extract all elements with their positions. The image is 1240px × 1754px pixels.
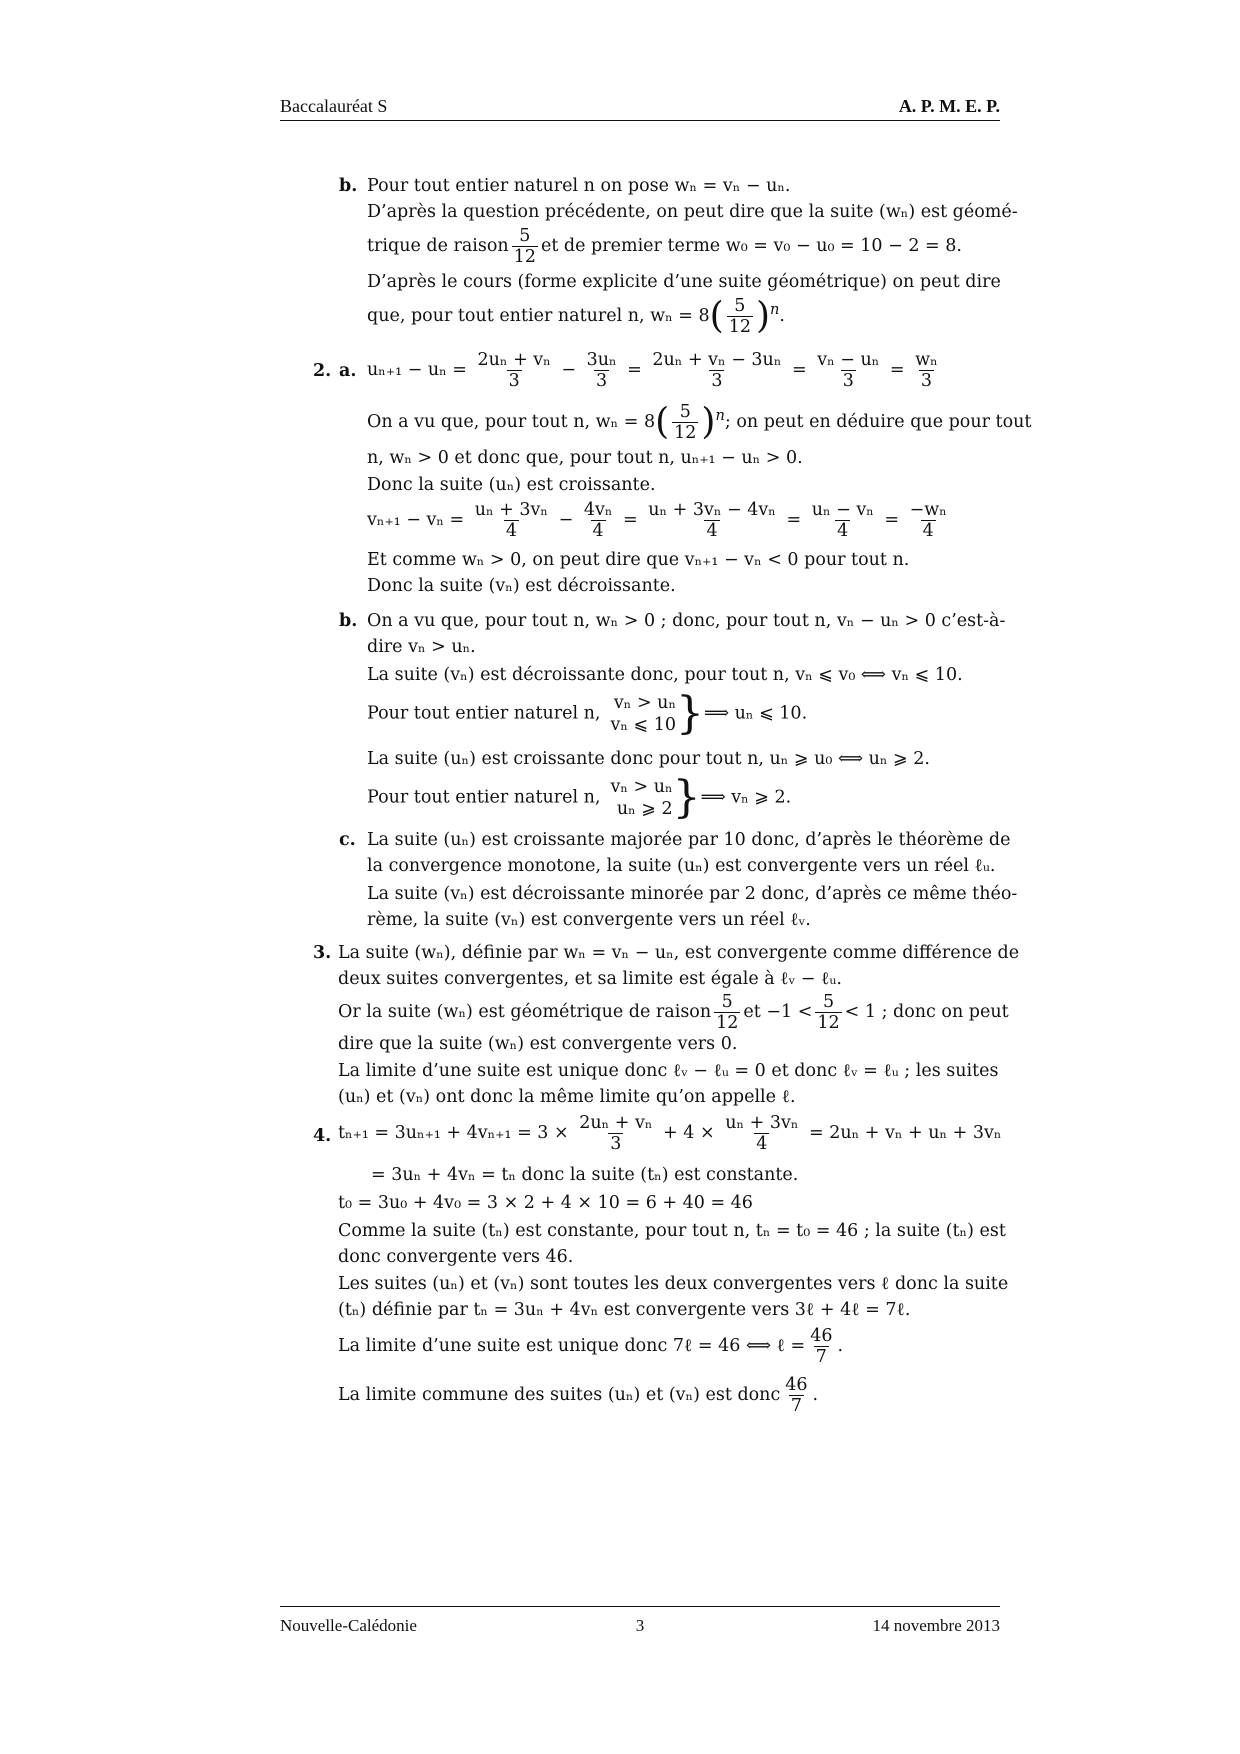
header-rule <box>280 120 1000 121</box>
q4-equation: tₙ₊₁ = 3uₙ₊₁ + 4vₙ₊₁ = 3 × $\frac{\text{2uₙ + vₙ}}{3}$ + 4 × $\frac{\text{uₙ + 3vₙ}}{4}$ = 2uₙ + vₙ + uₙ + 3vₙ <box>338 1113 1002 1154</box>
footer-date: 14 novembre 2013 <box>872 1616 1000 1635</box>
q4-line8: La limite d’une suite est unique donc 7ℓ = 46 ⟺ ℓ = $\frac{46}{7}$ . <box>338 1326 844 1367</box>
q1b-line1: Pour tout entier naturel n on pose wₙ = vₙ − uₙ. <box>367 176 791 196</box>
q1b-line3: trique de raison $\frac{5}{12}$ et de premier terme w₀ = v₀ − u₀ = 10 − 2 = 8. <box>367 226 962 267</box>
q2c-line3: La suite (vₙ) est décroissante minorée par 2 donc, d’après ce même théo- <box>367 884 1018 904</box>
q3-line6: (uₙ) et (vₙ) ont donc la même limite qu’on appelle ℓ. <box>338 1087 796 1107</box>
q2b-line2: dire vₙ > uₙ. <box>367 637 476 657</box>
q2c-line2: la convergence monotone, la suite (uₙ) est convergente vers un réel ℓᵤ. <box>367 856 996 876</box>
footer-rule <box>280 1606 1000 1607</box>
q2a-line6: Et comme wₙ > 0, on peut dire que vₙ₊₁ − vₙ < 0 pour tout n. <box>367 550 910 570</box>
q2a-line7: Donc la suite (vₙ) est décroissante. <box>367 576 676 596</box>
q3-line1: La suite (wₙ), définie par wₙ = vₙ − uₙ, est convergente comme différence de <box>338 943 1020 963</box>
q1b-line2: D’après la question précédente, on peut dire que la suite (wₙ) est géomé- <box>367 202 1018 222</box>
q2b-system2: Pour tout entier naturel n, vₙ > uₙ uₙ ⩾ 2 }⟹ vₙ ⩾ 2. <box>367 772 792 823</box>
q4-line4: Comme la suite (tₙ) est constante, pour tout n, tₙ = t₀ = 46 ; la suite (tₙ) est <box>338 1221 1006 1241</box>
q4-line3: t₀ = 3u₀ + 4v₀ = 3 × 2 + 4 × 10 = 6 + 40 = 46 <box>338 1193 753 1213</box>
q3-line2: deux suites convergentes, et sa limite est égale à ℓᵥ − ℓᵤ. <box>338 969 842 989</box>
q2b-system1: Pour tout entier naturel n, vₙ > uₙ vₙ ⩽ 10 }⟹ uₙ ⩽ 10. <box>367 688 808 739</box>
label-2: 2. <box>313 361 332 381</box>
label-4: 4. <box>313 1126 332 1146</box>
label-2a: a. <box>339 361 357 381</box>
q2b-line1: On a vu que, pour tout n, wₙ > 0 ; donc, pour tout n, vₙ − uₙ > 0 c’est-à- <box>367 611 1006 631</box>
q4-line2: = 3uₙ + 4vₙ = tₙ donc la suite (tₙ) est constante. <box>371 1165 799 1185</box>
footer-left: Nouvelle-Calédonie <box>280 1616 417 1635</box>
q4-line9: La limite commune des suites (uₙ) et (vₙ) est donc $\frac{46}{7}$ . <box>338 1375 819 1416</box>
page-number: 3 <box>635 1616 645 1635</box>
q3-line5: La limite d’une suite est unique donc ℓᵥ − ℓᵤ = 0 et donc ℓᵥ = ℓᵤ ; les suites <box>338 1061 999 1081</box>
label-2c: c. <box>339 830 356 850</box>
q4-line6: Les suites (uₙ) et (vₙ) sont toutes les deux convergentes vers ℓ donc la suite <box>338 1274 1009 1294</box>
q2a-line4: Donc la suite (uₙ) est croissante. <box>367 475 656 495</box>
q1b-line4: D’après le cours (forme explicite d’une suite géométrique) on peut dire <box>367 272 1001 292</box>
q2a-line3: n, wₙ > 0 et donc que, pour tout n, uₙ₊₁ − uₙ > 0. <box>367 448 803 468</box>
label-1b: b. <box>339 176 358 196</box>
q2b-line3: La suite (vₙ) est décroissante donc, pour tout n, vₙ ⩽ v₀ ⟺ vₙ ⩽ 10. <box>367 665 963 685</box>
q2c-line4: rème, la suite (vₙ) est convergente vers un réel ℓᵥ. <box>367 910 811 930</box>
q4-line5: donc convergente vers 46. <box>338 1247 574 1267</box>
label-3: 3. <box>313 943 332 963</box>
q1b-line5: que, pour tout entier naturel n, wₙ = 8( $\frac{5}{12}$ )$^n$. <box>367 295 785 337</box>
q2a-equation-v: vₙ₊₁ − vₙ = $\frac{\text{uₙ + 3vₙ}}{4}$ − $\frac{\text{4vₙ}}{4}$ = $\frac{\text{uₙ + 3vₙ − 4vₙ}}{4}$ = $\frac{\text{uₙ − vₙ}}{4}$ = $\frac{\text{−wₙ}}{4}$ <box>367 500 947 541</box>
q2a-equation-u: uₙ₊₁ − uₙ = $\frac{\text{2uₙ + vₙ}}{3}$ − $\frac{\text{3uₙ}}{3}$ = $\frac{\text{2uₙ + vₙ − 3uₙ}}{3}$ = $\frac{\text{vₙ − uₙ}}{3}$ = $\frac{\text{wₙ}}{3}$ <box>367 350 938 391</box>
q3-line3: Or la suite (wₙ) est géométrique de raison $\frac{5}{12}$ et −1 < $\frac{5}{12}$ < 1 ; donc on peut <box>338 992 1009 1033</box>
q2b-line5: La suite (uₙ) est croissante donc pour tout n, uₙ ⩾ u₀ ⟺ uₙ ⩾ 2. <box>367 749 930 769</box>
label-2b: b. <box>339 611 358 631</box>
header-right: A. P. M. E. P. <box>898 96 1000 116</box>
q3-line4: dire que la suite (wₙ) est convergente vers 0. <box>338 1034 738 1054</box>
header-left: Baccalauréat S <box>280 96 388 116</box>
q2c-line1: La suite (uₙ) est croissante majorée par 10 donc, d’après le théorème de <box>367 830 1011 850</box>
q2a-line2: On a vu que, pour tout n, wₙ = 8( $\frac{5}{12}$ )$^n$; on peut en déduire que pour tout <box>367 401 1032 443</box>
q4-line7: (tₙ) définie par tₙ = 3uₙ + 4vₙ est convergente vers 3ℓ + 4ℓ = 7ℓ. <box>338 1300 911 1320</box>
